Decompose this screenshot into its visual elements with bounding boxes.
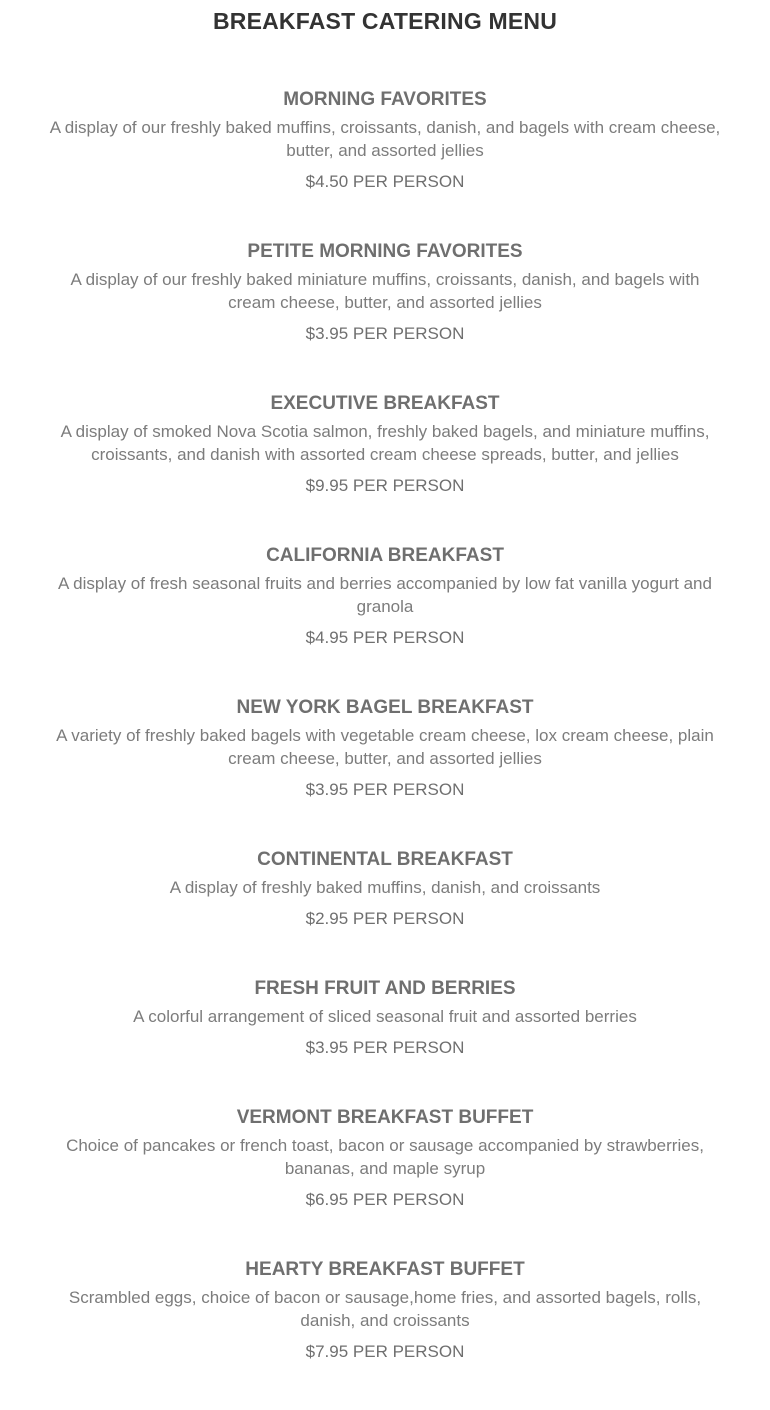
item-name: FRESH FRUIT AND BERRIES (254, 978, 516, 999)
item-description: A display of freshly baked muffins, danish, and croissants (169, 878, 601, 897)
item-name: CALIFORNIA BREAKFAST (266, 545, 504, 566)
menu-item-vermont-breakfast-buffet (0, 1106, 770, 1211)
item-name: NEW YORK BAGEL BREAKFAST (236, 697, 534, 718)
item-description: A colorful arrangement of sliced seasonal fruit and assorted berries (133, 1007, 637, 1026)
menu-item-fresh-fruit-and-berries (0, 977, 770, 1059)
menu-item-morning-favorites (0, 88, 770, 193)
menu-item-hearty-breakfast-buffet (0, 1258, 770, 1363)
item-price: $2.95 PER PERSON (305, 909, 465, 928)
item-description: A display of fresh seasonal fruits and berries accompanied by low fat vanilla yogurt and granola (58, 574, 712, 616)
menu-item-executive-breakfast (0, 392, 770, 497)
menu-item-new-york-bagel-breakfast (0, 696, 770, 801)
item-description: Scrambled eggs, choice of bacon or sausage,home fries, and assorted bagels, rolls, danish, and croissants (68, 1288, 702, 1330)
item-description: A display of smoked Nova Scotia salmon, freshly baked bagels, and miniature muffins, croissants, and danish with assorted cream cheese spreads, butter, and jellies (60, 422, 710, 464)
menu-item-petite-morning-favorites (0, 240, 770, 345)
item-price: $6.95 PER PERSON (305, 1190, 465, 1209)
item-price: $3.95 PER PERSON (305, 780, 465, 799)
item-description: A variety of freshly baked bagels with vegetable cream cheese, lox cream cheese, plain cream cheese, butter, and assorted jellies (56, 726, 714, 768)
menu-item-continental-breakfast (0, 848, 770, 930)
item-price: $4.95 PER PERSON (305, 628, 465, 647)
menu-item-california-breakfast (0, 544, 770, 649)
item-name: CONTINENTAL BREAKFAST (257, 849, 513, 870)
item-name: HEARTY BREAKFAST BUFFET (245, 1259, 525, 1280)
item-description: A display of our freshly baked muffins, croissants, danish, and bagels with cream cheese, butter, and assorted jellies (49, 118, 721, 160)
item-name: EXECUTIVE BREAKFAST (270, 393, 500, 414)
item-description: A display of our freshly baked miniature muffins, croissants, danish, and bagels with cream cheese, butter, and assorted jellies (70, 270, 700, 312)
item-price: $3.95 PER PERSON (305, 1038, 465, 1057)
page-title: BREAKFAST CATERING MENU (212, 8, 558, 34)
menu-list (0, 88, 770, 1410)
item-description: Choice of pancakes or french toast, bacon or sausage accompanied by strawberries, bananas, and maple syrup (66, 1136, 704, 1178)
item-price: $9.95 PER PERSON (305, 476, 465, 495)
item-name: MORNING FAVORITES (283, 89, 487, 110)
item-name: PETITE MORNING FAVORITES (247, 241, 523, 262)
item-price: $4.50 PER PERSON (305, 172, 465, 191)
item-price: $3.95 PER PERSON (305, 324, 465, 343)
item-name: VERMONT BREAKFAST BUFFET (236, 1107, 534, 1128)
item-price: $7.95 PER PERSON (305, 1342, 465, 1361)
